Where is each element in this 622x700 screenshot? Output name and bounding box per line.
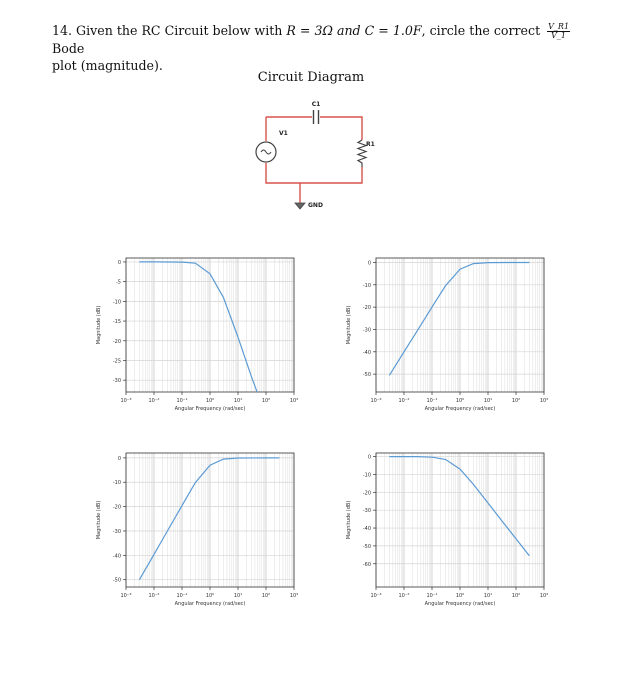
resistance-expression: R = 3Ω (286, 23, 333, 38)
transfer-fraction (547, 23, 570, 40)
magnitude-curve (389, 263, 529, 376)
bode-plot-top-right[interactable] (338, 250, 563, 425)
x-tick-label: 10⁻² (398, 398, 410, 404)
x-tick-label: 10³ (289, 398, 299, 404)
y-tick-label: -10 (362, 282, 371, 289)
y-tick-label: -10 (112, 299, 121, 306)
y-tick-label: 0 (367, 454, 371, 461)
x-tick-label: 10³ (539, 398, 549, 404)
y-tick-label: 0 (117, 259, 121, 266)
y-tick-label: 0 (117, 455, 121, 462)
bode-plot-bottom-right[interactable] (338, 445, 563, 620)
x-tick-label: 10⁻³ (120, 593, 132, 599)
x-axis-label: Angular Frequency (rad/sec) (174, 406, 246, 412)
y-axis-label: Magnitude (dB) (346, 500, 352, 540)
circuit-title: Circuit Diagram (257, 70, 365, 85)
x-tick-label: 10⁰ (455, 398, 465, 404)
and-word: and (336, 23, 361, 38)
x-tick-label: 10⁻² (148, 593, 160, 599)
x-tick-label: 10⁰ (455, 593, 465, 599)
x-tick-label: 10⁻³ (120, 398, 132, 404)
question-lead: Given the RC Circuit below with (76, 23, 283, 38)
y-tick-label: -40 (362, 526, 371, 533)
y-tick-label: -10 (362, 472, 371, 479)
question-number: 14. (52, 23, 73, 38)
y-axis-label: Magnitude (dB) (96, 305, 102, 345)
y-tick-label: 0 (367, 260, 371, 267)
y-tick-label: -60 (362, 561, 371, 568)
resistor-symbol (358, 140, 366, 167)
capacitor-label: C1 (311, 101, 321, 108)
y-tick-label: -40 (362, 349, 371, 356)
y-tick-label: -50 (362, 372, 371, 379)
x-tick-label: 10² (511, 593, 521, 599)
magnitude-curve (389, 457, 529, 556)
y-tick-label: -20 (112, 504, 121, 511)
capacitance-expression: C = 1.0F (364, 23, 422, 38)
grid (376, 453, 544, 587)
x-tick-label: 10² (261, 398, 271, 404)
y-tick-label: -30 (362, 508, 371, 515)
x-tick-label: 10⁻¹ (426, 398, 438, 404)
grid (126, 258, 294, 392)
x-tick-label: 10⁻¹ (176, 593, 188, 599)
x-tick-label: 10⁰ (205, 593, 215, 599)
y-tick-label: -5 (116, 279, 121, 286)
question-line2: plot (magnitude). (52, 58, 163, 73)
y-tick-label: -15 (112, 319, 121, 326)
ground-symbol (295, 203, 305, 209)
capacitor-symbol (314, 110, 319, 124)
y-tick-label: -25 (112, 358, 121, 365)
x-axis-label: Angular Frequency (rad/sec) (174, 601, 246, 607)
question-text (52, 22, 592, 74)
x-tick-label: 10³ (289, 593, 299, 599)
x-tick-label: 10⁻² (148, 398, 160, 404)
bode-plot-top-left[interactable] (88, 250, 313, 425)
ground-label: GND (308, 202, 323, 209)
x-tick-label: 10¹ (483, 398, 493, 404)
y-axis-label: Magnitude (dB) (96, 500, 102, 540)
bode-plot-bottom-left[interactable] (88, 445, 313, 620)
x-tick-label: 10¹ (483, 593, 493, 599)
x-tick-label: 10² (261, 593, 271, 599)
grid (376, 258, 544, 392)
source-label: V1 (279, 130, 288, 137)
x-tick-label: 10⁻¹ (426, 593, 438, 599)
question-tail: Bode (52, 41, 85, 56)
y-tick-label: -40 (112, 553, 121, 560)
x-tick-label: 10⁻² (398, 593, 410, 599)
wire-right (266, 117, 362, 183)
question-middle: , circle the correct (421, 23, 541, 38)
y-tick-label: -30 (112, 378, 121, 385)
y-tick-label: -50 (112, 577, 121, 584)
y-axis-label: Magnitude (dB) (346, 305, 352, 345)
y-tick-label: -30 (112, 528, 121, 535)
x-tick-label: 10⁰ (205, 398, 215, 404)
circuit-diagram (250, 95, 380, 217)
x-tick-label: 10⁻¹ (176, 398, 188, 404)
y-tick-label: -50 (362, 543, 371, 550)
fraction-denominator: V_1 (551, 31, 567, 40)
magnitude-curve (139, 458, 279, 580)
grid (126, 453, 294, 587)
x-tick-label: 10⁻³ (370, 593, 382, 599)
x-axis-label: Angular Frequency (rad/sec) (424, 406, 496, 412)
y-tick-label: -20 (112, 338, 121, 345)
x-tick-label: 10² (511, 398, 521, 404)
voltage-source-symbol (256, 142, 276, 162)
x-tick-label: 10³ (539, 593, 549, 599)
x-tick-label: 10⁻³ (370, 398, 382, 404)
x-tick-label: 10¹ (233, 593, 243, 599)
x-tick-label: 10¹ (233, 398, 243, 404)
fraction-numerator: V_R1 (548, 22, 570, 31)
x-axis-label: Angular Frequency (rad/sec) (424, 601, 496, 607)
y-tick-label: -20 (362, 305, 371, 312)
y-tick-label: -20 (362, 490, 371, 497)
y-tick-label: -30 (362, 327, 371, 334)
resistor-label: R1 (366, 141, 375, 148)
y-tick-label: -10 (112, 480, 121, 487)
